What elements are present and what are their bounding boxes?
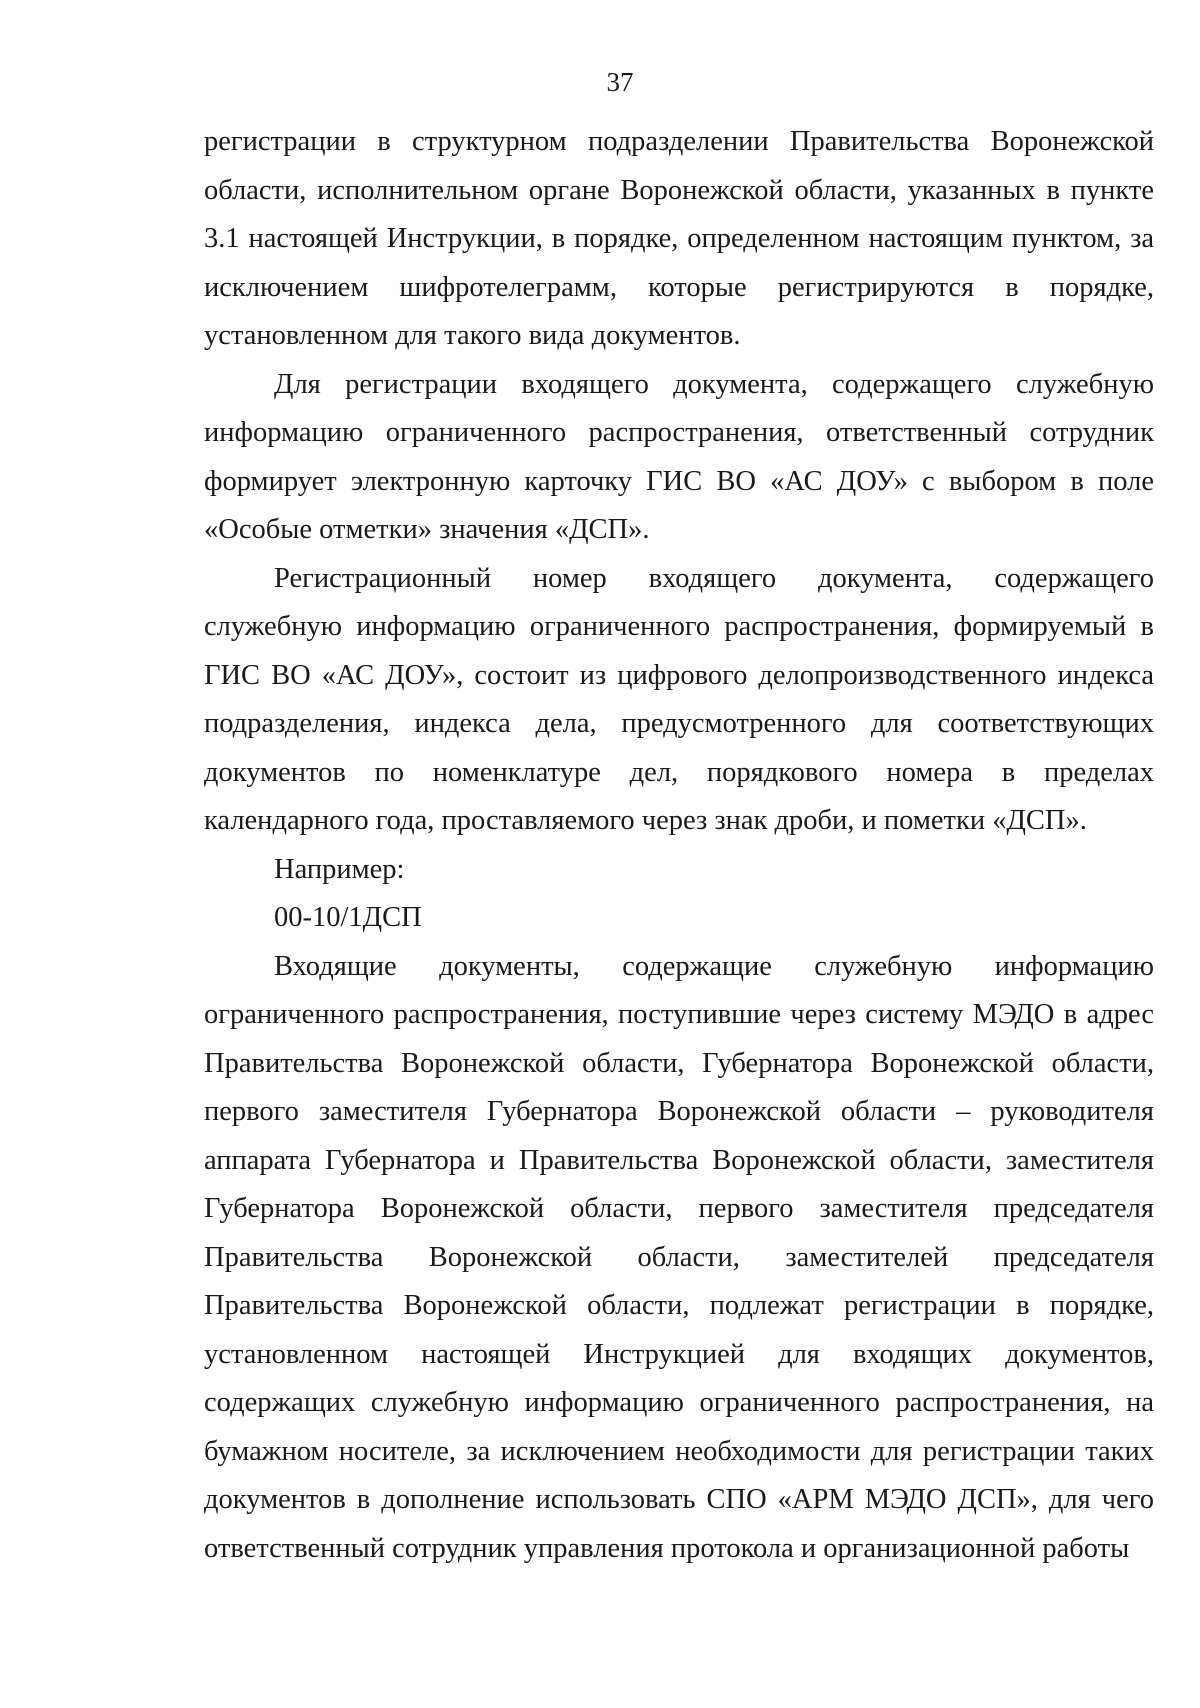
- paragraph-registration-number: Регистрационный номер входящего документа, содержащего служебную информацию ограниченного распространения, формируемый в ГИС ВО «АС ДОУ», состоит из цифрового делопроизводственного индекса подразделения, индекса дела, предусмотренного для соответствующих документов по номенклатуре дел, порядкового номера в пределах календарного года, проставляемого через знак дроби, и пометки «ДСП».: [204, 562, 1154, 836]
- paragraph-example-value: 00-10/1ДСП: [274, 902, 422, 933]
- paragraph-continuation: регистрации в структурном подразделении Правительства Воронежской области, исполнительном органе Воронежской области, указанных в пункте 3.1 настоящей Инструкции, в порядке, определенном настоящим пунктом, за исключением шифротелеграмм, которые регистрируются в порядке, установленном для такого вида документов.: [204, 126, 1154, 351]
- paragraph-medo-documents: Входящие документы, содержащие служебную информацию ограниченного распространения, поступившие через систему МЭДО в адрес Правительства Воронежской области, Губернатора Воронежской области, первого заместителя Губернатора Воронежской области – руководителя аппарата Губернатора и Правительства Воронежской области, заместителя Губернатора Воронежской области, первого заместителя председателя Правительства Воронежской области, заместителей председателя Правительства Воронежской области, подлежат регистрации в порядке, установленном настоящей Инструкцией для входящих документов, содержащих служебную информацию ограниченного распространения, на бумажном носителе, за исключением необходимости для регистрации таких документов в дополнение использовать СПО «АРМ МЭДО ДСП», для чего ответственный сотрудник управления протокола и организационной работы: [204, 950, 1154, 1564]
- paragraph-example-label: Например:: [274, 853, 405, 885]
- paragraph-registration-card: Для регистрации входящего документа, содержащего служебную информацию ограниченного распространения, ответственный сотрудник формирует электронную карточку ГИС ВО «АС ДОУ» с выбором в поле «Особые отметки» значения «ДСП».: [204, 368, 1154, 545]
- page-number: 37: [606, 67, 634, 97]
- document-body: [204, 118, 1154, 1573]
